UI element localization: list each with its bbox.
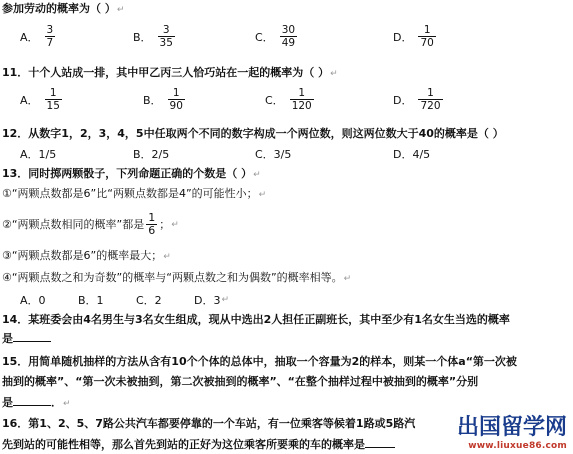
q11-option-b: B． $\frac{1}{90}$ bbox=[143, 87, 183, 112]
answer-blank bbox=[365, 437, 395, 448]
answer-blank bbox=[13, 395, 51, 406]
q10-option-d: D． $\frac{1}{70}$ bbox=[393, 24, 434, 49]
q12-option-d: D．4/5 bbox=[393, 148, 431, 161]
paragraph-mark: ↵ bbox=[171, 219, 179, 230]
fraction: $\frac{1}{720}$ bbox=[420, 87, 441, 112]
fraction: $\frac{1}{15}$ bbox=[46, 87, 60, 112]
q14-line-1: 14．某班委会由4名男生与3名女生组成，现从中选出2人担任正副班长，其中至少有1名女生当选的概率 bbox=[2, 313, 510, 326]
paragraph-mark: ↵ bbox=[253, 170, 261, 180]
q12-option-c: C．3/5 bbox=[255, 148, 292, 161]
q13-statement-4: ④“两颗点数之和为奇数”的概率与“两颗点数之和为偶数”的概率相等。↵ bbox=[2, 271, 352, 284]
q13-stem: 13．同时掷两颗骰子，下列命题正确的个数是（ ）↵ bbox=[2, 167, 261, 180]
paragraph-mark: ↵ bbox=[116, 5, 125, 15]
q13-option-a: A．0 bbox=[20, 294, 46, 307]
q10-option-a: A． $\frac{3}{7}$ bbox=[20, 24, 54, 49]
q15-line-2: 抽到的概率”、“第一次未被抽到，第二次被抽到的概率”、“在整个抽样过程中被抽到的概率”分别 bbox=[2, 375, 479, 388]
paragraph-mark: ↵ bbox=[258, 190, 267, 200]
fraction: $\frac{1}{120}$ bbox=[291, 87, 312, 112]
q16-line-1: 16．第1、2、5、7路公共汽车都要停靠的一个车站，有一位乘客等候着1路或5路汽 bbox=[2, 417, 416, 430]
q12-stem: 12．从数字1，2，3，4，5中任取两个不同的数字构成一个两位数，则这两位数大于40的概率是（ ） bbox=[2, 127, 504, 140]
fraction: $\frac{1}{90}$ bbox=[169, 87, 183, 112]
fraction: $\frac{3}{35}$ bbox=[159, 24, 173, 49]
q16-line-2: 先到站的可能性相等，那么首先到站的正好为这位乘客所要乘的车的概率是 bbox=[2, 437, 395, 452]
q11-option-d: D． $\frac{1}{720}$ bbox=[393, 87, 441, 112]
paragraph-mark: ↵ bbox=[221, 295, 230, 305]
fraction: $\frac{30}{49}$ bbox=[281, 24, 296, 49]
paragraph-mark: ↵ bbox=[343, 274, 352, 284]
q13-option-d: D．3 ↵ bbox=[194, 294, 230, 307]
q10-option-b: B． $\frac{3}{35}$ bbox=[133, 24, 173, 49]
q13-statement-2: ②“两颗点数相同的概率”都是 $\frac{1}{6}$ ； ↵ bbox=[2, 211, 179, 237]
paragraph-mark: ↵ bbox=[330, 69, 338, 79]
q12-option-a: A．1/5 bbox=[20, 148, 57, 161]
answer-blank bbox=[13, 331, 51, 342]
q10-option-c: C． $\frac{30}{49}$ bbox=[255, 24, 296, 49]
q14-line-2: 是 bbox=[2, 331, 51, 346]
paragraph-mark: ↵ bbox=[63, 399, 71, 409]
q12-option-b: B．2/5 bbox=[133, 148, 170, 161]
site-watermark-logo: 出国留学网 www.liuxue86.com bbox=[456, 414, 567, 451]
q13-option-c: C．2 bbox=[136, 294, 162, 307]
q15-line-1: 15．用简单随机抽样的方法从含有10个个体的总体中，抽取一个容量为2的样本，则某一个体a“第一次被 bbox=[2, 355, 517, 368]
q10-stem: 参加劳动的概率为（ ）↵ bbox=[2, 2, 125, 15]
q11-option-a: A． $\frac{1}{15}$ bbox=[20, 87, 60, 112]
q11-stem: 11．十个人站成一排，其中甲乙丙三人恰巧站在一起的概率为（ ）↵ bbox=[2, 66, 338, 79]
fraction: $\frac{1}{70}$ bbox=[420, 24, 434, 49]
q11-option-c: C． $\frac{1}{120}$ bbox=[265, 87, 312, 112]
q13-statement-3: ③“两颗点数都是6”的概率最大；↵ bbox=[2, 249, 171, 262]
q13-option-b: B．1 bbox=[78, 294, 104, 307]
q15-line-3: 是 ．↵ bbox=[2, 396, 71, 409]
q13-statement-1: ①“两颗点数都是6”比“两颗点数都是4”的可能性小；↵ bbox=[2, 187, 267, 200]
fraction: $\frac{3}{7}$ bbox=[46, 24, 54, 49]
paragraph-mark: ↵ bbox=[163, 252, 171, 262]
fraction: $\frac{1}{6}$ bbox=[148, 211, 156, 237]
